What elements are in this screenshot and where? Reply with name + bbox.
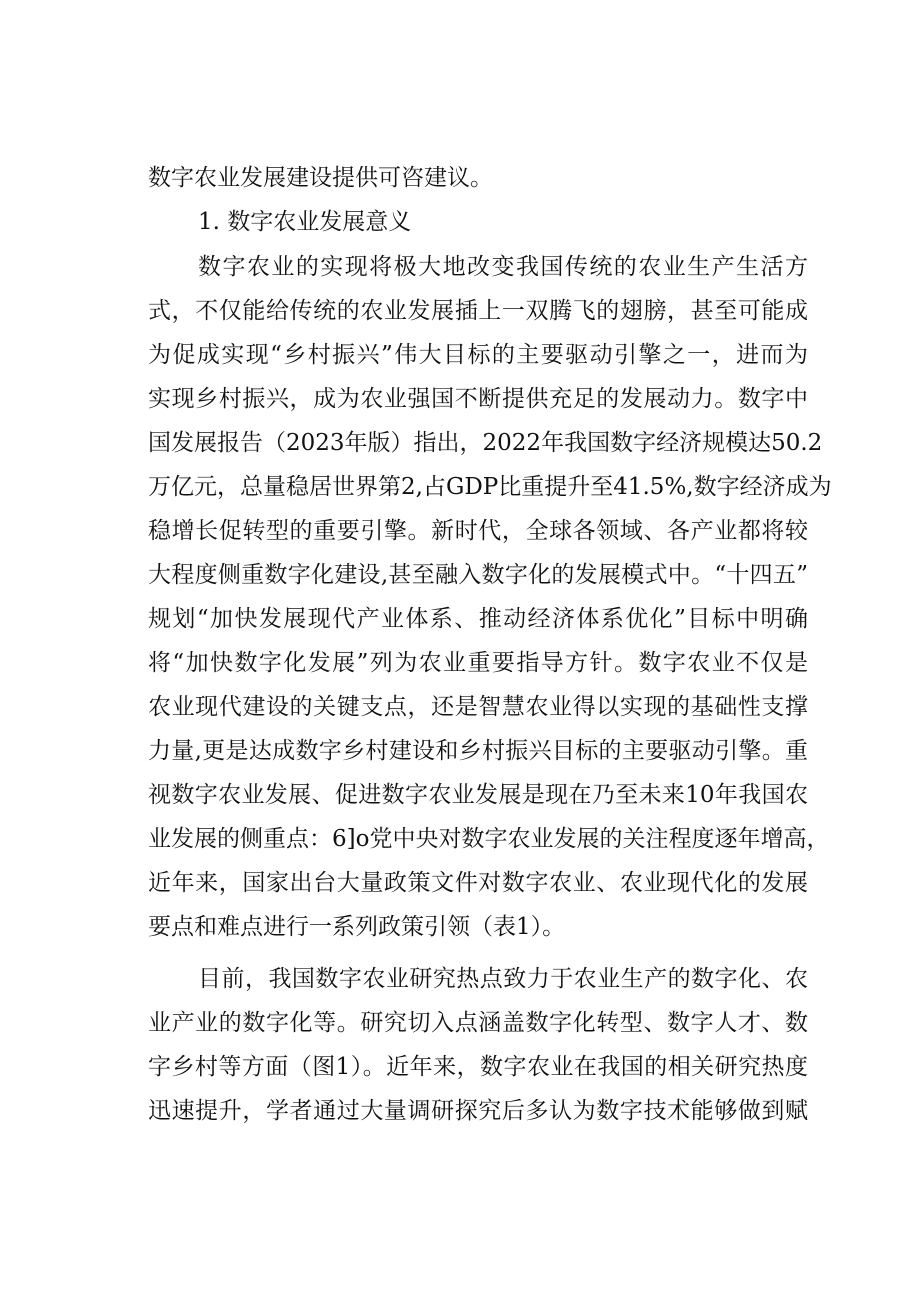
paragraph-line: 近年来，国家出台大量政策文件对数字农业、农业现代化的发展 bbox=[148, 870, 808, 896]
paragraph-line: 农业现代建设的关键支点，还是智慧农业得以实现的基础性支撑 bbox=[148, 694, 808, 720]
paragraph-line: 目前，我国数字农业研究热点致力于农业生产的数字化、农 bbox=[198, 966, 808, 992]
paragraph-line: 视数字农业发展、促进数字农业发展是现在乃至未来10年我国农 bbox=[148, 782, 808, 808]
section-heading: 1. 数字农业发展意义 bbox=[198, 209, 412, 235]
paragraph-line: 国发展报告（2023年版）指出，2022年我国数字经济规模达50.2 bbox=[148, 430, 823, 456]
paragraph-line: 迅速提升，学者通过大量调研探究后多认为数字技术能够做到赋 bbox=[148, 1098, 808, 1124]
paragraph-line: 将“加快数字化发展”列为农业重要指导方针。数字农业不仅是 bbox=[148, 650, 808, 676]
paragraph-line: 力量,更是达成数字乡村建设和乡村振兴目标的主要驱动引擎。重 bbox=[148, 738, 808, 764]
paragraph-line: 业产业的数字化等。研究切入点涵盖数字化转型、数字人才、数 bbox=[148, 1010, 808, 1036]
paragraph-line: 为促成实现“乡村振兴”伟大目标的主要驱动引擎之一，进而为 bbox=[148, 342, 808, 368]
paragraph-line: 万亿元，总量稳居世界第2,占GDP比重提升至41.5%,数字经济成为 bbox=[148, 474, 832, 500]
paragraph-line: 要点和难点进行一系列政策引领（表1）。 bbox=[148, 914, 566, 940]
paragraph-line: 业发展的侧重点：6]o党中央对数字农业发展的关注程度逐年增高， bbox=[148, 826, 830, 852]
paragraph-line: 大程度侧重数字化建设,甚至融入数字化的发展模式中。“十四五” bbox=[148, 562, 808, 588]
paragraph-line: 数字农业发展建设提供可咨建议。 bbox=[148, 165, 493, 191]
paragraph-line: 式，不仅能给传统的农业发展插上一双腾飞的翅膀，甚至可能成 bbox=[148, 298, 808, 324]
paragraph-line: 字乡村等方面（图1）。近年来，数字农业在我国的相关研究热度 bbox=[148, 1054, 808, 1080]
paragraph-line: 规划“加快发展现代产业体系、推动经济体系优化”目标中明确 bbox=[148, 606, 808, 632]
paragraph-line: 数字农业的实现将极大地改变我国传统的农业生产生活方 bbox=[198, 254, 808, 280]
paragraph-line: 稳增长促转型的重要引擎。新时代，全球各领域、各产业都将较 bbox=[148, 518, 808, 544]
paragraph-line: 实现乡村振兴，成为农业强国不断提供充足的发展动力。数字中 bbox=[148, 386, 808, 412]
